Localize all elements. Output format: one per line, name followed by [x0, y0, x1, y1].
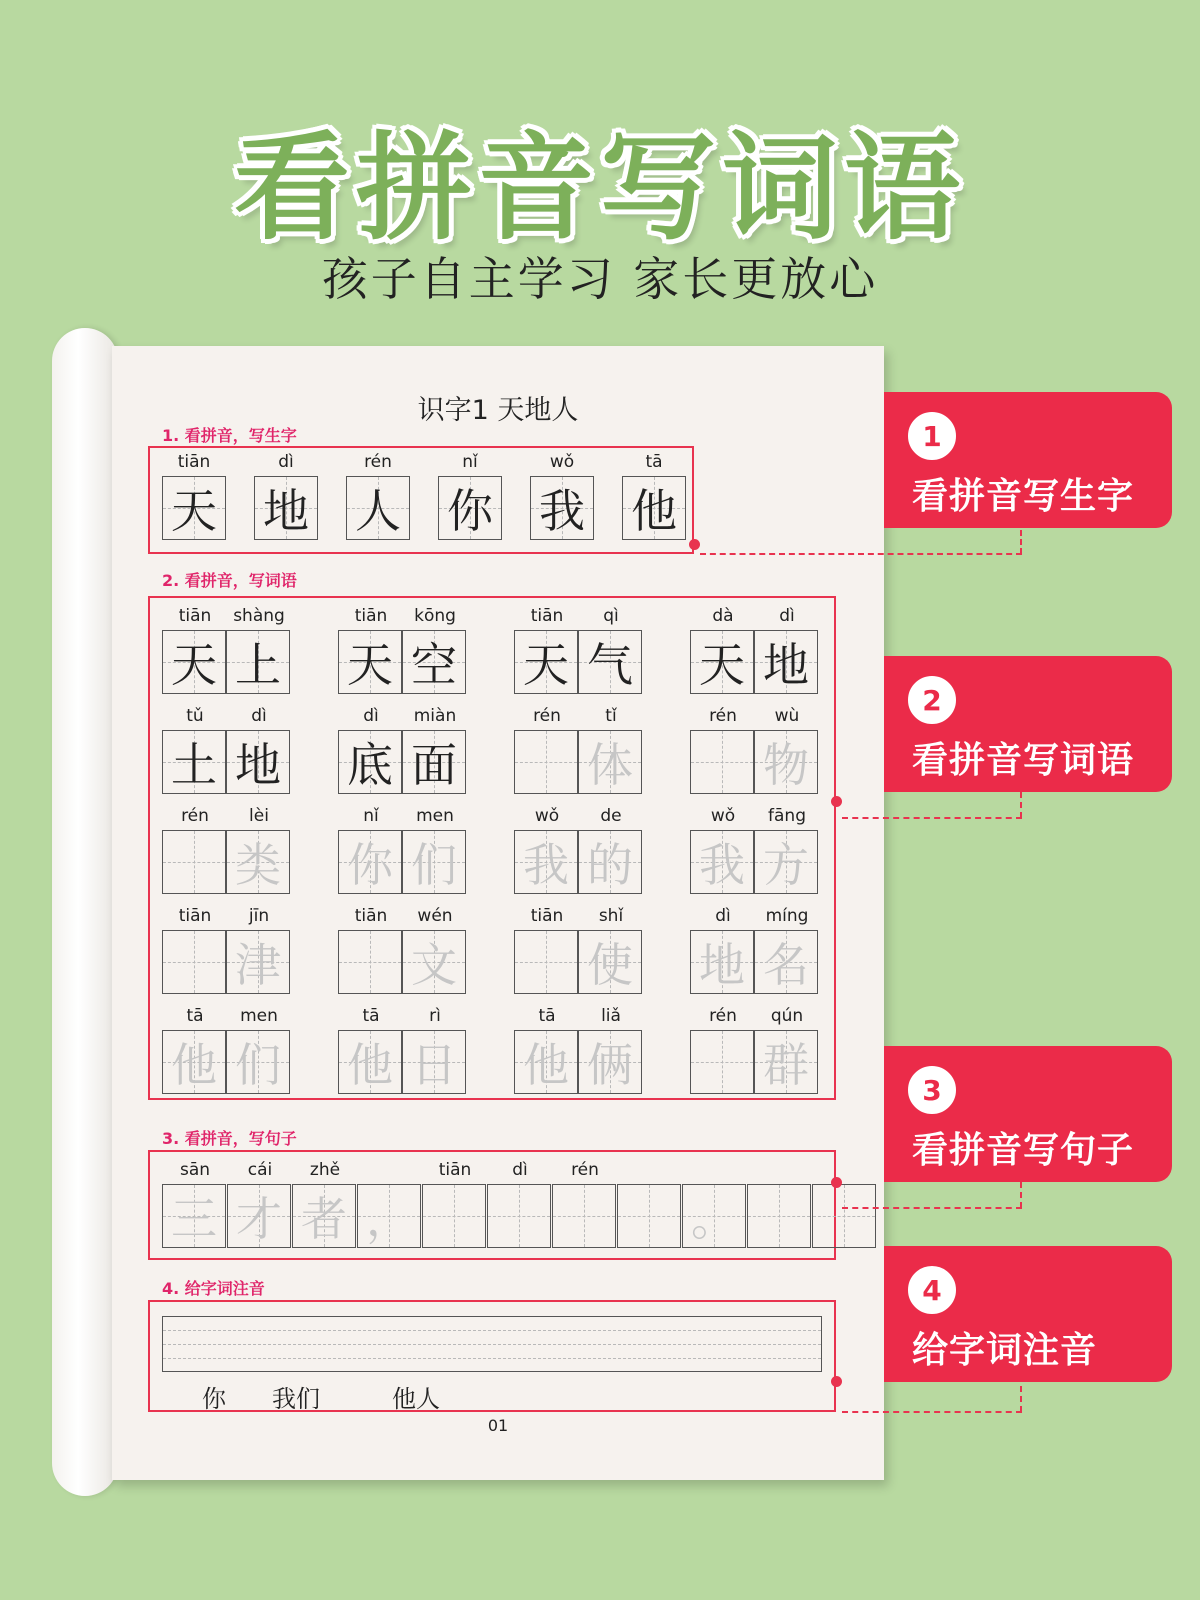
pinyin-label: lèi: [249, 806, 269, 826]
writing-cell[interactable]: [690, 930, 754, 994]
page-number: 01: [487, 1416, 509, 1435]
trace-character: [553, 1185, 615, 1247]
trace-character: 体: [587, 738, 633, 792]
connector-v-3: [1020, 1182, 1022, 1208]
writing-cell[interactable]: [690, 630, 754, 694]
writing-cell[interactable]: [254, 476, 318, 540]
writing-cell[interactable]: [754, 930, 818, 994]
pinyin-label: shǐ: [598, 906, 624, 926]
pinyin-label: tiān: [530, 606, 564, 626]
connector-v-2: [1020, 792, 1022, 818]
trace-character: 群: [763, 1038, 809, 1092]
character: 地: [235, 738, 281, 792]
trace-character: [423, 1185, 485, 1247]
pinyin-label: de: [600, 806, 622, 826]
pinyin-label: liǎ: [601, 1006, 621, 1026]
pinyin-label: míng: [765, 906, 809, 926]
writing-cell[interactable]: [338, 930, 402, 994]
writing-cell[interactable]: [690, 1030, 754, 1094]
number-badge-icon: 1: [908, 412, 956, 460]
trace-character: [515, 731, 577, 793]
pinyin-label: tiān: [178, 906, 212, 926]
trace-character: 者: [301, 1192, 347, 1246]
writing-cell[interactable]: [346, 476, 410, 540]
writing-cell[interactable]: [292, 1184, 356, 1248]
trace-character: [748, 1185, 810, 1247]
writing-cell[interactable]: [690, 730, 754, 794]
writing-cell[interactable]: [487, 1184, 551, 1248]
writing-cell[interactable]: [226, 1030, 290, 1094]
writing-cell[interactable]: [402, 830, 466, 894]
trace-character: 我: [699, 838, 745, 892]
writing-cell[interactable]: [514, 730, 578, 794]
feature-tag-1: [884, 392, 1172, 528]
trace-character: [515, 931, 577, 993]
character: 他: [631, 484, 677, 538]
trace-character: 我: [523, 838, 569, 892]
trace-character: 们: [235, 1038, 281, 1092]
trace-character: [691, 1031, 753, 1093]
trace-character: [691, 731, 753, 793]
pinyin-label: nǐ: [462, 452, 478, 472]
page-roll: [52, 328, 118, 1496]
writing-cell[interactable]: [402, 630, 466, 694]
pinyin-label: sān: [179, 1160, 211, 1180]
pinyin-label: wǒ: [534, 806, 560, 826]
trace-character: 你: [347, 838, 393, 892]
connector-v-4: [1020, 1386, 1022, 1412]
writing-cell[interactable]: [402, 730, 466, 794]
feature-tag-text: 看拼音写句子: [912, 1130, 1135, 1171]
writing-cell[interactable]: [338, 730, 402, 794]
writing-cell[interactable]: [754, 730, 818, 794]
pinyin-label: rén: [364, 452, 392, 472]
pinyin-label: dì: [278, 452, 294, 472]
character: 底: [347, 738, 393, 792]
pinyin-label: wǒ: [710, 806, 736, 826]
trace-character: 文: [411, 938, 457, 992]
writing-cell[interactable]: [754, 830, 818, 894]
trace-character: 才: [236, 1192, 282, 1246]
trace-character: [339, 931, 401, 993]
trace-character: 三: [171, 1192, 217, 1246]
character: 土: [171, 738, 217, 792]
trace-character: [163, 831, 225, 893]
pinyin-label: tiān: [354, 606, 388, 626]
pinyin-label: rén: [571, 1160, 599, 1180]
section2-label: 2. 看拼音，写词语: [162, 571, 297, 590]
trace-character: 使: [587, 938, 633, 992]
trace-character: 他: [171, 1038, 217, 1092]
number-badge-icon: 4: [908, 1266, 956, 1314]
writing-cell[interactable]: [226, 930, 290, 994]
writing-cell[interactable]: [162, 630, 226, 694]
character: 天: [523, 638, 569, 692]
pinyin-label: rì: [429, 1006, 441, 1026]
character: 上: [235, 638, 281, 692]
trace-character: 的: [587, 838, 633, 892]
pinyin-label: tiān: [354, 906, 388, 926]
pinyin-label: tiān: [178, 606, 212, 626]
writing-cell[interactable]: [622, 476, 686, 540]
pinyin-label: tǐ: [605, 706, 617, 726]
pinyin-label: tǔ: [186, 706, 204, 726]
pinyin-writing-lines[interactable]: [162, 1316, 822, 1372]
pinyin-label: qún: [770, 1006, 804, 1026]
connector-dot-4: [831, 1376, 842, 1387]
writing-cell[interactable]: [578, 630, 642, 694]
writing-cell[interactable]: [162, 1184, 226, 1248]
writing-cell[interactable]: [338, 1030, 402, 1094]
trace-character: [163, 931, 225, 993]
writing-cell[interactable]: [162, 830, 226, 894]
writing-cell[interactable]: [552, 1184, 616, 1248]
trace-character: 他: [347, 1038, 393, 1092]
feature-tag-3: [884, 1046, 1172, 1182]
word-3: 他人: [392, 1385, 440, 1413]
character: 空: [411, 638, 457, 692]
pinyin-label: rén: [181, 806, 209, 826]
character: 天: [347, 638, 393, 692]
trace-character: 们: [411, 838, 457, 892]
pinyin-label: jīn: [248, 906, 270, 926]
character: 面: [411, 738, 457, 792]
connector-dot-1: [689, 539, 700, 550]
section1-label: 1. 看拼音，写生字: [162, 426, 297, 445]
writing-cell[interactable]: [402, 1030, 466, 1094]
writing-cell[interactable]: [578, 1030, 642, 1094]
feature-tag-text: 看拼音写词语: [912, 740, 1135, 781]
character: 天: [171, 484, 217, 538]
pinyin-label: tā: [538, 1006, 556, 1026]
pinyin-label: qì: [603, 606, 619, 626]
pinyin-label: fāng: [768, 806, 806, 826]
trace-character: 类: [235, 838, 281, 892]
section3-label: 3. 看拼音，写句子: [162, 1129, 297, 1148]
pinyin-label: tiān: [530, 906, 564, 926]
pinyin-label: kōng: [414, 606, 456, 626]
pinyin-label: shàng: [233, 606, 285, 626]
pinyin-label: dì: [779, 606, 795, 626]
writing-cell[interactable]: [227, 1184, 291, 1248]
trace-character: 方: [763, 838, 809, 892]
character: 地: [763, 638, 809, 692]
trace-character: 地: [699, 938, 745, 992]
connector-line-2: [842, 817, 1022, 819]
worksheet-page: [112, 346, 884, 1480]
trace-character: 津: [235, 938, 281, 992]
pinyin-label: dà: [712, 606, 734, 626]
hero-title: 看拼音写词语: [234, 121, 966, 256]
pinyin-label: rén: [709, 706, 737, 726]
trace-character: [618, 1185, 680, 1247]
writing-cell[interactable]: [754, 1030, 818, 1094]
pinyin-label: cái: [247, 1160, 273, 1180]
character: 天: [699, 638, 745, 692]
writing-cell[interactable]: [226, 630, 290, 694]
writing-cell[interactable]: [422, 1184, 486, 1248]
number-badge-icon: 3: [908, 1066, 956, 1114]
character: 你: [447, 484, 493, 538]
number-badge-icon: 2: [908, 676, 956, 724]
writing-cell[interactable]: [754, 630, 818, 694]
writing-cell[interactable]: [226, 730, 290, 794]
writing-cell[interactable]: [514, 930, 578, 994]
feature-tag-text: 看拼音写生字: [912, 476, 1135, 517]
writing-cell[interactable]: [162, 930, 226, 994]
pinyin-label: tiān: [177, 452, 211, 472]
trace-character: 名: [763, 938, 809, 992]
pinyin-label: rén: [709, 1006, 737, 1026]
writing-cell[interactable]: [162, 730, 226, 794]
pinyin-label: dì: [251, 706, 267, 726]
page-title: 识字1 天地人: [417, 395, 579, 426]
writing-cell[interactable]: [578, 930, 642, 994]
pinyin-label: zhě: [309, 1160, 341, 1180]
pinyin-label: nǐ: [363, 806, 379, 826]
trace-character: [488, 1185, 550, 1247]
connector-dot-2: [831, 796, 842, 807]
hero-subtitle: 孩子自主学习 家长更放心: [321, 252, 879, 306]
pinyin-label: wén: [417, 906, 453, 926]
writing-cell[interactable]: [617, 1184, 681, 1248]
writing-cell[interactable]: [578, 730, 642, 794]
trace-character: 物: [763, 738, 809, 792]
character: 地: [263, 484, 309, 538]
character: 气: [587, 638, 633, 692]
pinyin-label: tā: [362, 1006, 380, 1026]
pinyin-label: tā: [645, 452, 663, 472]
writing-cell[interactable]: [162, 476, 226, 540]
pinyin-label: dì: [363, 706, 379, 726]
character: 天: [171, 638, 217, 692]
writing-cell[interactable]: [530, 476, 594, 540]
writing-cell[interactable]: [514, 1030, 578, 1094]
pinyin-label: tiān: [438, 1160, 472, 1180]
writing-cell[interactable]: [338, 830, 402, 894]
writing-cell[interactable]: [514, 630, 578, 694]
writing-cell[interactable]: [338, 630, 402, 694]
trace-character: 他: [523, 1038, 569, 1092]
connector-line-1: [700, 553, 1022, 555]
character: 人: [355, 484, 401, 538]
word-1: 你: [202, 1385, 226, 1413]
trace-character: 俩: [587, 1038, 633, 1092]
writing-cell[interactable]: [812, 1184, 876, 1248]
pinyin-label: dì: [512, 1160, 528, 1180]
section1-box: [148, 446, 694, 554]
pinyin-label: rén: [533, 706, 561, 726]
pinyin-label: men: [416, 806, 454, 826]
writing-cell[interactable]: [747, 1184, 811, 1248]
pinyin-label: dì: [715, 906, 731, 926]
writing-cell[interactable]: [682, 1184, 746, 1248]
pinyin-label: wǒ: [549, 452, 575, 472]
word-2: 我们: [272, 1385, 320, 1413]
trace-character: 。: [691, 1192, 737, 1246]
feature-tag-4: [884, 1246, 1172, 1382]
writing-cell[interactable]: [514, 830, 578, 894]
feature-tag-text: 给字词注音: [912, 1330, 1098, 1371]
trace-character: ，: [366, 1192, 412, 1246]
pinyin-label: miàn: [413, 706, 457, 726]
connector-v-1: [1020, 530, 1022, 554]
connector-line-4: [842, 1411, 1022, 1413]
writing-cell[interactable]: [357, 1184, 421, 1248]
pinyin-label: men: [240, 1006, 278, 1026]
pinyin-label: wù: [774, 706, 800, 726]
writing-cell[interactable]: [402, 930, 466, 994]
pinyin-label: tā: [186, 1006, 204, 1026]
trace-character: [813, 1185, 875, 1247]
writing-cell[interactable]: [226, 830, 290, 894]
writing-cell[interactable]: [690, 830, 754, 894]
section4-label: 4. 给字词注音: [162, 1279, 265, 1298]
writing-cell[interactable]: [578, 830, 642, 894]
trace-character: 日: [411, 1038, 457, 1092]
character: 我: [539, 484, 585, 538]
writing-cell[interactable]: [162, 1030, 226, 1094]
feature-tag-2: [884, 656, 1172, 792]
writing-cell[interactable]: [438, 476, 502, 540]
